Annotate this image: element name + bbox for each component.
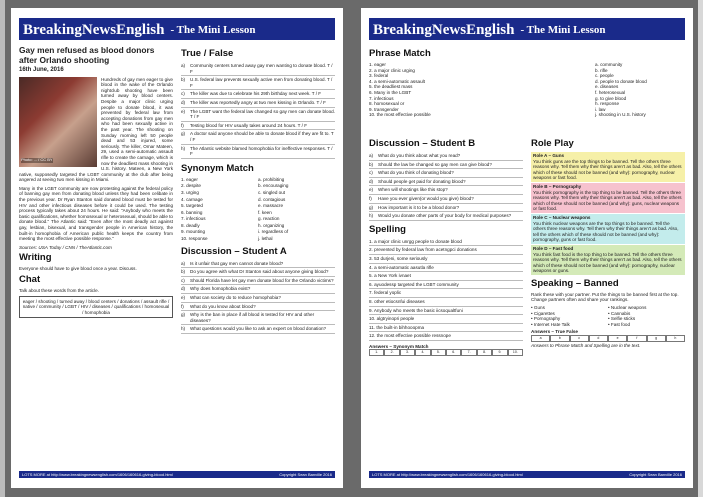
discussion-a-item: [181, 268, 335, 277]
truefalse-list: [181, 62, 335, 159]
article-photo: [19, 77, 97, 167]
phrase-end: c. people: [595, 73, 614, 79]
discussion-a-item-key: f): [181, 303, 184, 309]
synonym-match: g. reaction: [258, 216, 280, 222]
truefalse-item: [181, 99, 335, 108]
phrase-start: 1. eager: [369, 62, 386, 67]
answer-cell: 10.: [508, 349, 523, 356]
phrase-match-section: [369, 46, 685, 118]
discussion-b-item-text: How important is it to be a blood donor?: [378, 204, 460, 210]
synonym-match: e. massacre: [258, 203, 284, 209]
discussion-a-item-key: c): [181, 277, 185, 283]
spelling-item: 5. a New York ivnaet: [369, 272, 523, 281]
discussion-a-list: [181, 260, 335, 334]
banned-item: • Fast food: [608, 321, 631, 327]
discussion-a-item-text: Why does homophobia exist?: [190, 286, 251, 292]
truefalse-item-key: a): [181, 63, 186, 68]
banned-item: • Internet Hate Talk: [531, 321, 570, 327]
right-page-edge: [698, 0, 703, 497]
answer-cell: 5.: [431, 349, 446, 356]
phrase-start: 8. homosexual or: [369, 101, 405, 107]
discussion-a-item-text: What do you know about blood?: [190, 303, 256, 309]
answer-cell: f: [627, 335, 646, 342]
truefalse-item: [181, 76, 335, 90]
discussion-b-item-key: d): [369, 178, 374, 184]
phrase-match-grid: [369, 62, 685, 118]
discussion-b-item-text: Have you ever given(or would you give) blood?: [378, 195, 474, 201]
speaking-ban-grid: [531, 305, 685, 327]
synonym-match: d. contagious: [258, 196, 286, 202]
truefalse-item-text: Testing blood for HIV usually takes around 24 hours. T / F: [190, 122, 308, 128]
roleplay-list: [531, 152, 685, 275]
truefalse-item: [181, 108, 335, 122]
discussion-b-item-text: Should the law be changed so gay men can give blood?: [378, 161, 492, 167]
page-footer: [19, 471, 335, 478]
discussion-a-item-text: Is it unfair that gay men cannot donate blood?: [190, 260, 284, 266]
writing-heading: Writing: [19, 252, 52, 264]
truefalse-item-key: c): [181, 91, 185, 97]
discussion-b-item: [369, 204, 523, 213]
phrase-end: d. people to donate blood: [595, 78, 647, 84]
truefalse-item-text: U.S. federal law prevents sexually active men from donating blood. T / F: [190, 77, 333, 88]
page-footer: [369, 471, 685, 478]
phrase-end: e. diseases: [595, 84, 619, 90]
answer-cell: d: [589, 335, 608, 342]
spelling-item: 8. other etiocsnfui diseases: [369, 298, 523, 307]
truefalse-item-key: g): [181, 131, 186, 137]
banned-item: • Selfie sticks: [608, 316, 636, 322]
discussion-b-item-text: What do you think about what you read?: [378, 153, 461, 158]
role-card: [531, 183, 685, 213]
truefalse-item: [181, 145, 335, 159]
discussion-b-item: [369, 161, 523, 170]
article-title: Gay men refused as blood donors after Orlando shooting: [19, 45, 155, 65]
answer-cell: 3.: [400, 349, 415, 356]
answers-truefalse-table: [531, 335, 685, 342]
chat-intro: Talk about these words from the article.: [19, 288, 99, 293]
role-title: Role D – Fast food: [533, 245, 574, 251]
footer-link[interactable]: LOTS MORE at http://www.breakingnewsenglish.com/1606/160616-giving-blood.html: [372, 472, 523, 477]
truefalse-item-text: The LGBT want the federal law changed so gay men can donate blood. T / F: [190, 108, 335, 120]
synonym-word: 5. targeted: [181, 203, 203, 209]
phrase-end: b. rifle: [595, 67, 608, 73]
spelling-item: 12. the most effective possible ressnope: [369, 332, 523, 341]
spelling-item: 3. 53 durjeni, some seriously: [369, 255, 523, 264]
phrase-end: g. to give blood: [595, 95, 627, 101]
truefalse-item-key: e): [181, 108, 186, 114]
discussion-b-item-key: e): [369, 187, 374, 193]
truefalse-item-text: The killer was reportedly angry at two men kissing in Orlando. T / F: [190, 99, 326, 105]
synonym-grid: [181, 177, 335, 242]
role-title: Role A – Guns: [533, 153, 565, 158]
brand-subtitle: - The Mini Lesson: [520, 24, 606, 36]
worksheet-page-1: [11, 8, 343, 488]
article-paragraph-2: Many in the LGBT community are now protesting against the federal policy of banning gay men from donating blood unless they had been celibate in the previous year. Dr Ryan Stanton said donated blood must be tested for HIV and other infectious diseases before it could be used. The testing process typically takes about 24 hours. He said: "Anybody who meets the basic qualifications, whether homosexual or heterosexual, should be able to donate blood." The Atlantic said: "Even after the most deadly act against gay, lesbian, bisexual, and transgender people in American history, the built-in homophobia of American public health keeps the country from meeting the most effective possible response.": [19, 185, 173, 242]
synonym-match: c. singled out: [258, 189, 286, 195]
article-paragraph-1: Hundreds of gay men eager to give blood in the wake of the Orlando nightclub shooting have been turned away by blood centers. Despite a major clinic urging people to donate blood, it was prevented by federal law from accepting donations from gay men who had been sexually active in the past year. The shooting on Sunday morning left 50 people dead and 53 injured, some seriously. The killer, Omar Mateen, 29, used a semi-automatic assault rifle to create the carnage, which is now the deadliest mass shooting in U.S. history. Mateen, a New York native, supposedly targeted the LGBT community at the club after being angered at seeing two men kissing in Miami.: [19, 76, 173, 183]
answer-cell: 7.: [461, 349, 476, 356]
discussion-b-heading: Discussion – Student B: [369, 138, 476, 149]
synonym-heading: Synonym Match: [181, 162, 254, 174]
role-text: You think nuclear weapons are the top things to be banned. Tell the others three reasons why. Tell them why their things aren't as bad. Also, tell the others which of these should not be banned (and why): pornography, guns or fast food.: [533, 220, 679, 243]
brand-subtitle: - The Mini Lesson: [170, 24, 256, 36]
discussion-a-heading: Discussion – Student A: [181, 245, 287, 257]
left-column-2: [369, 136, 523, 356]
answer-cell: a: [531, 335, 550, 342]
discussion-a-item: [181, 325, 335, 334]
answers-note: Answers to Phrase Match and Spelling are in the text.: [531, 343, 641, 349]
worksheet-page-2: [361, 8, 693, 488]
answer-cell: 4.: [415, 349, 430, 356]
answer-cell: e: [608, 335, 627, 342]
discussion-a-item-key: g): [181, 312, 186, 318]
synonym-match: a. prohibiting: [258, 176, 285, 182]
banned-item: • Pornography: [531, 316, 561, 322]
discussion-b-item-text: When will shootings like this stop?: [378, 187, 448, 193]
answer-cell: 8.: [477, 349, 492, 356]
phrase-match-heading: Phrase Match: [369, 48, 431, 59]
role-text: You think pornography is the top thing to be banned. Tell the others three reasons why. Tell them why their things aren't as bad. Also, tell the others which of these should not be banned (and why): guns, nuclear weapons or fast food.: [533, 189, 682, 212]
spelling-item: 7. federal yoplic: [369, 289, 523, 298]
page-header: [369, 18, 685, 40]
spelling-item: 6. ayuodessp targeted the LGBT community: [369, 281, 523, 290]
banned-item: • Cannabis: [608, 310, 631, 316]
article-sources: Sources: USA Today / CNN / TheAtlantic.com: [19, 244, 112, 250]
discussion-b-item: [369, 186, 523, 195]
role-text: You think guns are the top things to be banned. Tell the others three reasons why. Tell them why their things aren't as bad. Also, tell the others which of these should not be banned (and why): pornography, nuclear weapons or fast food.: [533, 158, 682, 181]
banned-item: • Guns: [531, 305, 545, 311]
discussion-a-item-text: Should Florida have let gay men donate blood for the Orlando victims?: [190, 277, 334, 283]
discussion-a-item-text: What questions would you like to ask an expert on blood donation?: [190, 326, 327, 332]
truefalse-item: [181, 122, 335, 131]
truefalse-item-text: Community centers turned away gay men wanting to donate blood. T / F: [190, 63, 333, 74]
synonym-match: j. lethal: [258, 236, 273, 242]
spelling-item: 1. a major clinic unrgg people to donate blood: [369, 238, 523, 247]
discussion-a-item-key: a): [181, 260, 186, 266]
answer-cell: h: [666, 335, 685, 342]
synonym-match: i. regardless of: [258, 229, 289, 235]
footer-copyright: Copyright Sean Banville 2016: [629, 472, 682, 477]
footer-copyright: Copyright Sean Banville 2016: [279, 472, 332, 477]
banned-item: • Cigarettes: [531, 310, 555, 316]
discussion-b-item-key: f): [369, 195, 372, 201]
discussion-a-item: [181, 277, 335, 286]
discussion-a-item: [181, 303, 335, 312]
role-card: [531, 214, 685, 244]
answers-truefalse-label: Answers – True False: [531, 329, 578, 335]
discussion-b-item: [369, 195, 523, 204]
answer-cell: 9.: [492, 349, 507, 356]
discussion-a-item: [181, 294, 335, 303]
answer-cell: g: [647, 335, 666, 342]
discussion-a-item-text: Why is the ban in place if all blood is tested for HIV and other diseases?: [190, 312, 315, 323]
discussion-a-item: [181, 311, 335, 325]
discussion-b-item-key: b): [369, 161, 374, 167]
right-column-2: [531, 136, 685, 349]
answer-cell: 6.: [446, 349, 461, 356]
answer-cell: 2.: [384, 349, 399, 356]
discussion-a-item-key: e): [181, 295, 186, 301]
spelling-heading: Spelling: [369, 223, 406, 235]
discussion-a-item-key: b): [181, 269, 186, 275]
discussion-a-item: [181, 260, 335, 269]
synonym-match: f. keen: [258, 209, 272, 215]
brand-title: BreakingNewsEnglish: [373, 22, 515, 38]
role-title: Role B – Pornography: [533, 183, 582, 189]
synonym-match: b. encouraging: [258, 183, 289, 189]
answer-cell: c: [570, 335, 589, 342]
spelling-list: [369, 238, 523, 341]
phrase-start: 9. transgender: [369, 106, 399, 112]
chat-heading: Chat: [19, 274, 41, 285]
speaking-intro: Rank these with your partner. Put the things to be banned first at the top. Change partners often and share your rankings.: [531, 291, 679, 303]
truefalse-item-key: d): [181, 99, 186, 105]
synonym-word: 9. mounting: [181, 229, 206, 235]
spelling-item: 9. Anybody who meets the basic iicsoqualtfuni: [369, 307, 523, 316]
truefalse-item-key: b): [181, 77, 186, 83]
phrase-start: 2. a major clinic urging: [369, 67, 415, 73]
photo-caption: Photo: ... / CC BY: [21, 157, 53, 163]
discussion-b-item-text: Would you donate other parts of your body for medical purposes?: [378, 213, 512, 219]
discussion-b-item: [369, 212, 523, 221]
phrase-start: 10. the most effective possible: [369, 112, 431, 118]
synonym-word: 10. response: [181, 236, 208, 242]
exercise-column: [181, 46, 335, 334]
role-card: [531, 152, 685, 182]
left-page-edge: [0, 0, 5, 497]
phrase-start: 4. a semi-automatic assault: [369, 78, 425, 84]
phrase-end: a. community: [595, 62, 623, 67]
answer-cell: b: [550, 335, 569, 342]
truefalse-item-text: The Atlantic website blamed homophobia for ineffective responses. T / F: [190, 145, 333, 157]
synonym-word: 8. deadly: [181, 222, 200, 228]
discussion-a-item-text: What can society do to reduce homophobia?: [190, 295, 281, 301]
discussion-b-item-text: What do you think of donating blood?: [378, 170, 454, 176]
phrase-end: i. law: [595, 106, 606, 112]
phrase-end: j. shooting in U.S. history: [595, 112, 646, 118]
role-title: Role C – Nuclear weapons: [533, 214, 591, 220]
answers-synonym-label: Answers – Synonym Match: [369, 343, 429, 349]
answer-cell: 1.: [369, 349, 384, 356]
brand-title: BreakingNewsEnglish: [23, 22, 165, 38]
speaking-heading: Speaking – Banned: [531, 277, 619, 289]
truefalse-item-text: A doctor said anyone should be able to donate blood if they are fit to. T / F: [190, 131, 334, 142]
truefalse-heading: True / False: [181, 48, 234, 59]
synonym-word: 7. infectious: [181, 216, 206, 222]
discussion-b-list: [369, 152, 523, 221]
discussion-b-item-key: c): [369, 170, 373, 176]
phrase-start: 3. federal: [369, 73, 389, 79]
truefalse-item: [181, 62, 335, 76]
chat-words-box: eager / shooting / turned away / blood centers / donations / assault rifle / native / community / LGBT / HIV / diseases / qualifications / homosexual / homophobia: [19, 296, 173, 319]
role-text: You think fast food is the top thing to be banned. Tell the others three reasons why. Tell them why their things aren't as bad. Also, tell the others which of these should not be banned (and why): pornography, nuclear weapons or guns.: [533, 251, 682, 274]
truefalse-item-key: h): [181, 145, 186, 151]
phrase-end: h. response: [595, 101, 620, 107]
synonym-word: 2. despite: [181, 183, 201, 189]
discussion-b-item: [369, 178, 523, 187]
discussion-b-item-key: h): [369, 213, 374, 219]
synonym-word: 6. banning: [181, 209, 203, 215]
spelling-item: 10. algtryinopri people: [369, 315, 523, 324]
discussion-b-item: [369, 169, 523, 178]
discussion-a-item-text: Do you agree with what Dr Stanton said about anyone giving blood?: [190, 269, 329, 275]
truefalse-item: [181, 130, 335, 144]
phrase-start: 7. infectious: [369, 95, 394, 101]
article-date: 16th June, 2016: [19, 67, 64, 73]
roleplay-heading: Role Play: [531, 138, 574, 149]
footer-link[interactable]: LOTS MORE at http://www.breakingnewsenglish.com/1606/160616-giving-blood.html: [22, 472, 173, 477]
discussion-b-item: [369, 152, 523, 161]
discussion-b-item-key: a): [369, 153, 374, 158]
spelling-item: 11. the built-in bihhooopma: [369, 324, 523, 333]
truefalse-item-text: The killer was due to celebrate his 29th birthday next week. T / F: [190, 91, 322, 97]
synonym-word: 3. urging: [181, 189, 199, 195]
role-card: [531, 245, 685, 275]
discussion-a-item: [181, 285, 335, 294]
banned-item: • Nuclear weapons: [608, 305, 647, 311]
discussion-a-item-key: d): [181, 286, 186, 292]
discussion-a-item-key: h): [181, 326, 186, 332]
answers-synonym-table: [369, 349, 523, 356]
spelling-item: 4. a semi-automatic aasutla rifle: [369, 264, 523, 273]
truefalse-item: [181, 90, 335, 99]
phrase-start: 6. Many in the LGBT: [369, 89, 412, 95]
discussion-b-item-text: Should people get paid for donating blood?: [378, 178, 466, 184]
phrase-end: f. heterosexual: [595, 89, 626, 95]
spelling-item: 2. prevented by federal law from acetngpci donations: [369, 246, 523, 255]
article-column: [19, 46, 173, 318]
writing-text: Everyone should have to give blood once a year. Discuss.: [19, 266, 137, 272]
synonym-word: 1. eager: [181, 176, 198, 182]
phrase-start: 5. the deadliest mass: [369, 84, 413, 90]
truefalse-item-key: f): [181, 122, 184, 128]
synonym-match: h. organizing: [258, 222, 285, 228]
discussion-b-item-key: g): [369, 204, 374, 210]
page-header: [19, 18, 335, 40]
synonym-word: 4. carnage: [181, 196, 203, 202]
